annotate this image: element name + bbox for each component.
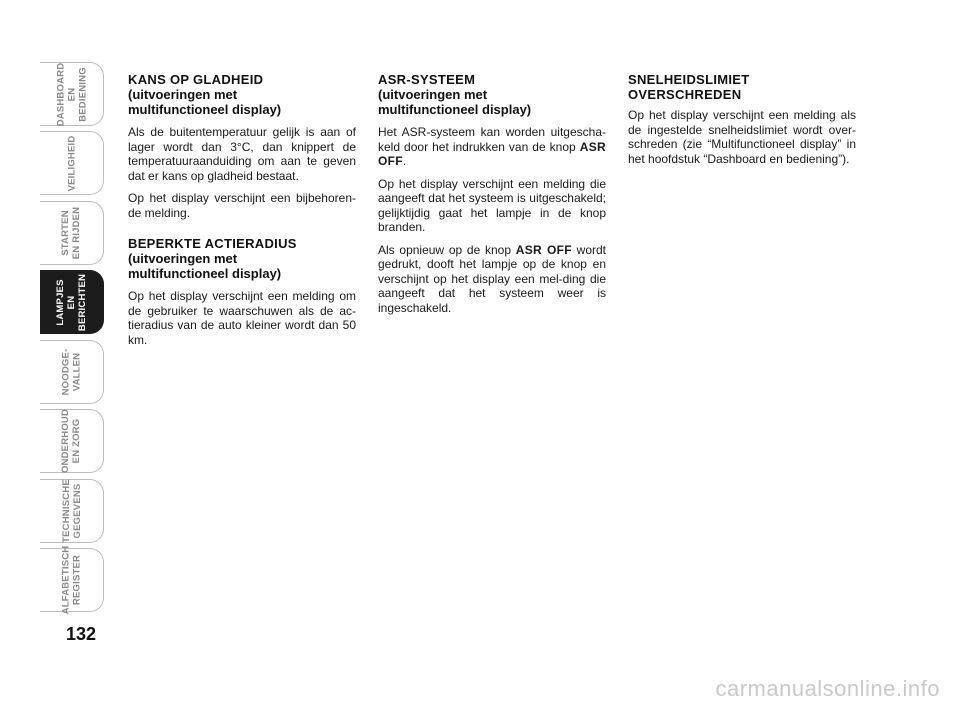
- tab-starten[interactable]: [40, 201, 104, 265]
- section-subtitle: (uitvoeringen met multifunctioneel display): [378, 87, 532, 117]
- section-title: ASR-SYSTEEM: [378, 72, 476, 87]
- paragraph: [378, 243, 606, 316]
- tab-label: DASHBOARD EN BEDIENING: [55, 62, 88, 126]
- watermark: carmanualsonline.info: [715, 676, 940, 701]
- column-3: [628, 72, 856, 174]
- tab-label: NOODGE- VALLEN: [60, 348, 83, 396]
- tab-lampjes-active[interactable]: [40, 270, 104, 334]
- keyword: ASR OFF: [378, 139, 606, 168]
- tab-onderhoud[interactable]: [40, 409, 104, 473]
- section-subtitle: (uitvoeringen met multifunctioneel display): [128, 251, 282, 281]
- section-title: SNELHEIDSLIMIET OVERSCHREDEN: [628, 72, 750, 102]
- column-1: [128, 72, 356, 355]
- tab-label: STARTEN EN RIJDEN: [60, 206, 83, 260]
- page-number: 132: [66, 624, 97, 644]
- tab-label: ONDERHOUD EN ZORG: [60, 408, 83, 474]
- paragraph: Als de buitentemperatuur gelijk is aan of lager wordt dan 3°C, dan knippert de temperatuuraanduiding om aan te geven dat er kans op gladheid bestaat.: [128, 125, 356, 183]
- section-title: KANS OP GLADHEID: [128, 72, 264, 87]
- tab-technische[interactable]: [40, 479, 104, 543]
- section-title: BEPERKTE ACTIERADIUS: [128, 236, 297, 251]
- tab-veiligheid[interactable]: [40, 131, 104, 195]
- keyword: ASR OFF: [515, 242, 572, 257]
- section-subtitle: (uitvoeringen met multifunctioneel display): [128, 87, 282, 117]
- tab-register[interactable]: [40, 545, 104, 615]
- paragraph: Op het display verschijnt een melding om de gebruiker te waarschuwen als de ac-tieradius van de auto kleiner wordt dan 50 km.: [128, 289, 356, 347]
- tab-label: LAMPJES EN BERICHTEN: [55, 273, 88, 331]
- tab-label: ALFABETISCH REGISTER: [60, 545, 83, 615]
- tab-dashboard[interactable]: [40, 62, 104, 126]
- text: Als opnieuw op de knop: [378, 242, 512, 257]
- paragraph: [378, 125, 606, 169]
- text: wordt gedrukt, dooft het lampje op de knop en verschijnt op het display een mel-ding die aangeeft dat het systeem weer is ingeschakeld.: [378, 242, 606, 315]
- paragraph: Op het display verschijnt een melding als de ingestelde snelheidslimiet wordt over-schreden (zie “Multifunctioneel display” in het hoofdstuk “Dashboard en bediening”).: [628, 108, 856, 166]
- text: .: [402, 154, 407, 168]
- tab-label: TECHNISCHE GEGEVENS: [60, 479, 83, 543]
- paragraph: Op het display verschijnt een melding die aangeeft dat het systeem is uitgeschakeld; gelijktijdig gaat het lampje in de knop branden.: [378, 176, 606, 234]
- tab-noodgevallen[interactable]: [40, 340, 104, 404]
- paragraph: Op het display verschijnt een bijbehoren-de melding.: [128, 191, 356, 220]
- tab-label: VEILIGHEID: [66, 135, 77, 191]
- text: Het ASR-systeem kan worden uitgescha-keld door het indrukken van de knop: [378, 125, 606, 154]
- column-2: [378, 72, 606, 323]
